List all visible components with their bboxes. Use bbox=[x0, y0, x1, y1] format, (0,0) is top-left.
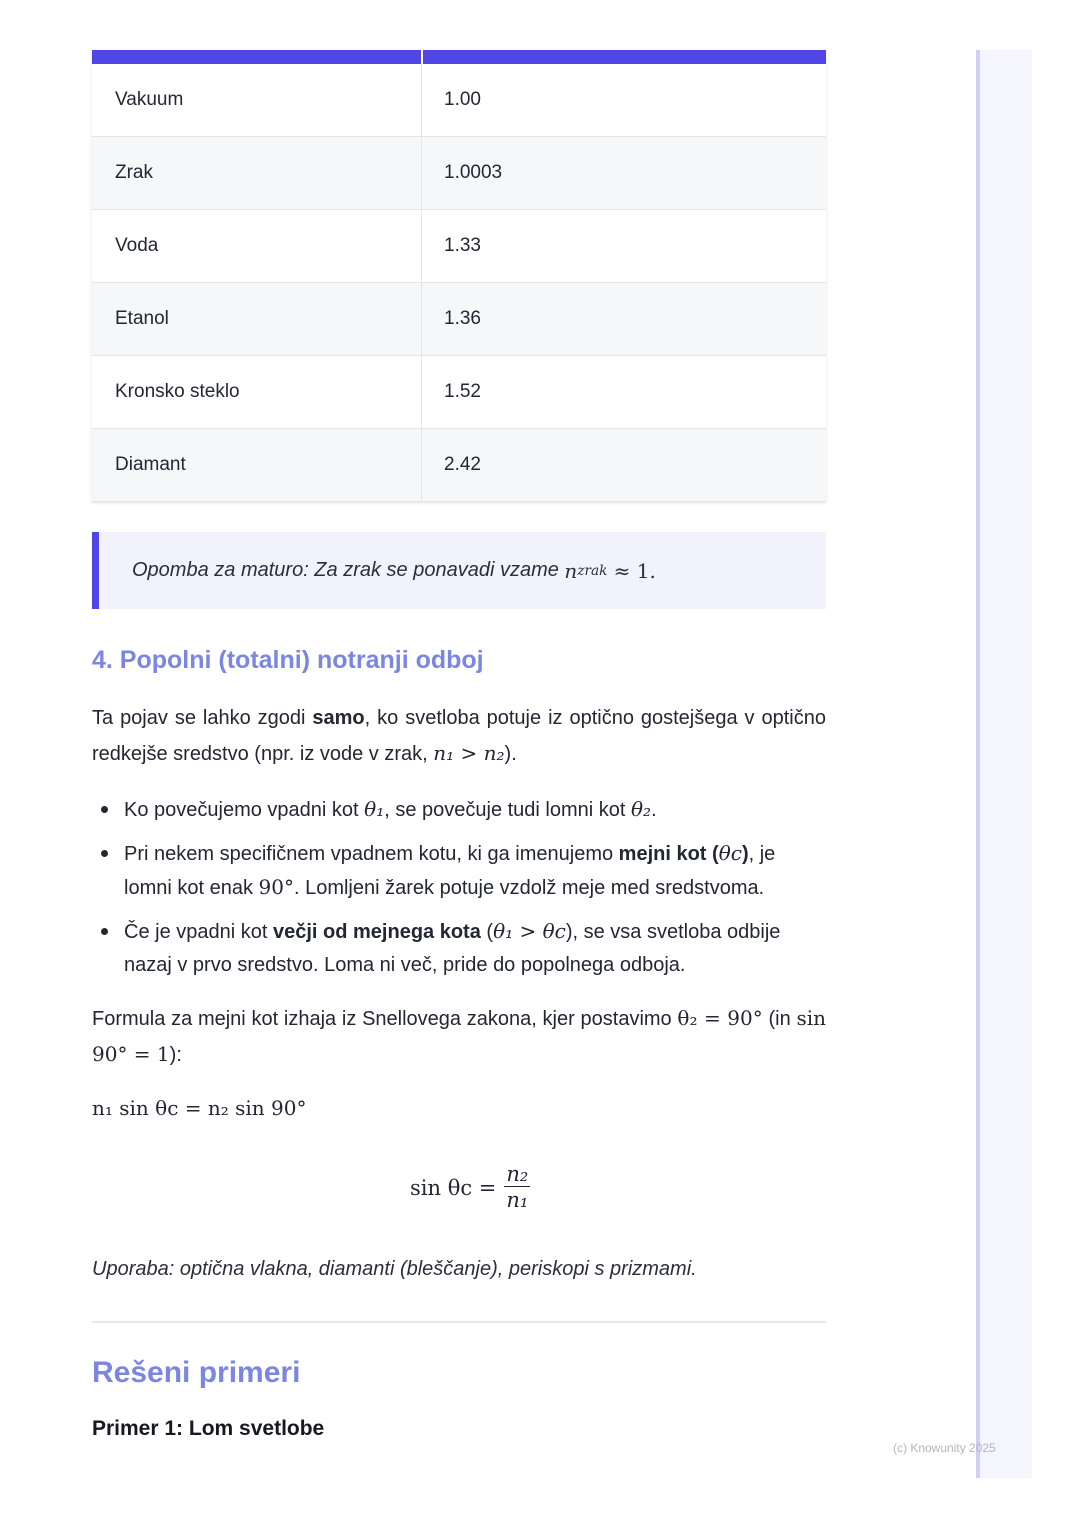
bullet-bold: večji od mejnega kota bbox=[272, 921, 481, 943]
intro-text-b: , ko svetloba potuje iz optično gostejšega v optično redkejše sredstvo (npr. iz vode v zrak, bbox=[92, 707, 826, 765]
note-text: Opomba za maturo: Za zrak se ponavadi vzame bbox=[132, 559, 565, 581]
note-symbol: n bbox=[564, 558, 578, 583]
bullet-math: θc bbox=[718, 841, 742, 865]
formula-intro-paragraph bbox=[92, 1001, 826, 1073]
cell-index: 1.33 bbox=[444, 235, 481, 256]
formula-intro-math: sin 90° = 1 bbox=[92, 1006, 826, 1066]
copyright-text: (c) Knowunity 2025 bbox=[893, 1441, 996, 1455]
fraction bbox=[504, 1162, 530, 1213]
usage-note: Uporaba: optična vlakna, diamanti (bleščanje), periskopi s prizmami. bbox=[92, 1258, 697, 1280]
bullet-list bbox=[92, 793, 826, 992]
table-row bbox=[92, 64, 826, 137]
cell-index: 2.42 bbox=[444, 454, 481, 475]
bullet-text: , se povečuje tudi lomni kot bbox=[384, 799, 632, 821]
example-1-heading: Primer 1: Lom svetlobe bbox=[92, 1417, 325, 1440]
bullet-text: ), se vsa svetloba odbije nazaj v prvo sredstvo. Loma ni več, pride do popolnega odboja. bbox=[124, 921, 781, 976]
bullet-text: Pri nekem specifičnem vpadnem kotu, ki ga imenujemo bbox=[124, 843, 619, 865]
table-row bbox=[92, 356, 826, 429]
bullet-math: θ₂ bbox=[631, 797, 652, 821]
matura-note-callout bbox=[92, 532, 826, 609]
intro-paragraph bbox=[92, 701, 826, 772]
cell-medium: Diamant bbox=[92, 429, 422, 501]
cell-index: 1.52 bbox=[444, 381, 481, 402]
fraction-numerator: n₂ bbox=[506, 1162, 529, 1186]
section-divider bbox=[92, 1321, 826, 1323]
bullet-bold: ) bbox=[741, 843, 749, 865]
section-heading: 4. Popolni (totalni) notranji odboj bbox=[92, 646, 484, 674]
formula-intro-math: θ₂ = 90° bbox=[677, 1006, 763, 1030]
bullet-text: Če je vpadni kot bbox=[124, 921, 273, 943]
bullet-math: 90° bbox=[258, 875, 294, 899]
cell-medium: Voda bbox=[92, 210, 422, 282]
cell-medium: Kronsko steklo bbox=[92, 356, 422, 428]
cell-index: 1.0003 bbox=[444, 162, 503, 183]
bullet-bold: mejni kot ( bbox=[618, 843, 719, 865]
header-cell-medium bbox=[92, 50, 423, 64]
cell-index: 1.36 bbox=[444, 308, 481, 329]
bullet-text: . Lomljeni žarek potuje vzdolž meje med sredstvoma. bbox=[293, 877, 765, 899]
header-cell-index bbox=[423, 50, 826, 64]
table-row bbox=[92, 283, 826, 356]
intro-text-a: Ta pojav se lahko zgodi bbox=[92, 707, 313, 729]
note-rest: ≈ 1. bbox=[607, 558, 656, 583]
formula-intro-text: (in bbox=[762, 1008, 797, 1030]
table-row bbox=[92, 137, 826, 210]
fraction-denominator: n₁ bbox=[506, 1188, 529, 1212]
list-item bbox=[92, 915, 826, 982]
bullet-math: θ₁ bbox=[364, 797, 385, 821]
snell-equation: n₁ sin θc = n₂ sin 90° bbox=[92, 1096, 307, 1120]
solved-examples-heading: Rešeni primeri bbox=[92, 1356, 301, 1389]
equation-left: sin θc = bbox=[410, 1175, 497, 1200]
intro-math: n₁ > n₂ bbox=[433, 741, 505, 765]
intro-bold: samo bbox=[312, 707, 365, 729]
table-row bbox=[92, 210, 826, 283]
bullet-text: Ko povečujemo vpadni kot bbox=[124, 799, 365, 821]
bullet-text: , je lomni kot enak bbox=[124, 843, 776, 899]
cell-medium: Etanol bbox=[92, 283, 422, 355]
table-header bbox=[92, 50, 826, 64]
table-row bbox=[92, 429, 826, 502]
bullet-text: ( bbox=[480, 921, 494, 943]
bullet-math: θ₁ > θc bbox=[493, 919, 566, 943]
note-subscript: zrak bbox=[577, 562, 608, 579]
cell-index: 1.00 bbox=[444, 89, 481, 110]
critical-angle-equation bbox=[410, 1162, 530, 1213]
list-item bbox=[92, 793, 826, 827]
formula-intro-text: ): bbox=[169, 1044, 182, 1066]
cell-medium: Zrak bbox=[92, 137, 422, 209]
refractive-index-table bbox=[92, 50, 826, 502]
list-item bbox=[92, 837, 826, 905]
right-sidebar-panel bbox=[976, 50, 1032, 1478]
intro-text-c: ). bbox=[504, 743, 517, 765]
bullet-text: . bbox=[651, 799, 657, 821]
table-body bbox=[92, 64, 826, 502]
formula-intro-text: Formula za mejni kot izhaja iz Snellovega zakona, kjer postavimo bbox=[92, 1008, 678, 1030]
cell-medium: Vakuum bbox=[92, 64, 422, 136]
